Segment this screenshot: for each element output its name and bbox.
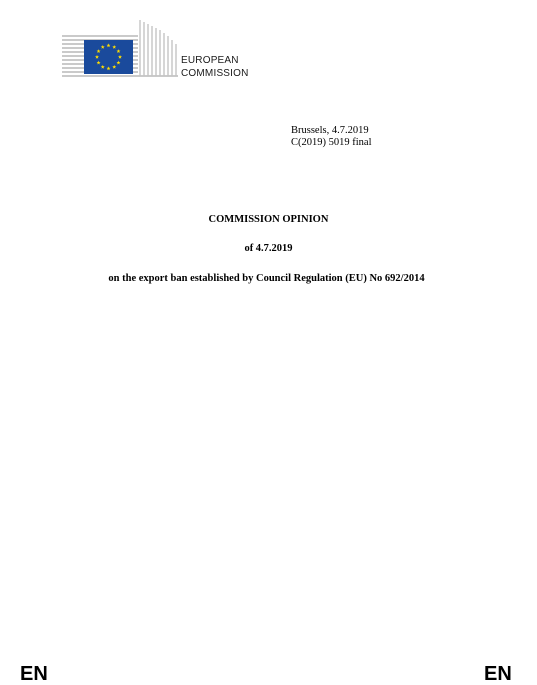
org-line-2: COMMISSION: [181, 68, 249, 79]
place-date: Brussels, 4.7.2019: [291, 125, 369, 136]
document-reference: [291, 125, 372, 148]
language-mark-right: EN: [484, 663, 512, 685]
document-date: of 4.7.2019: [244, 243, 293, 254]
building-icon: [60, 16, 180, 80]
organisation-name: [181, 54, 249, 80]
document-title: COMMISSION OPINION: [208, 214, 329, 225]
org-line-1: EUROPEAN: [181, 55, 239, 66]
document-subject: on the export ban established by Council Regulation (EU) No 692/2014: [108, 273, 425, 284]
language-mark-left: EN: [20, 663, 48, 685]
document-number: C(2019) 5019 final: [291, 136, 372, 148]
european-commission-logo: [60, 16, 180, 80]
